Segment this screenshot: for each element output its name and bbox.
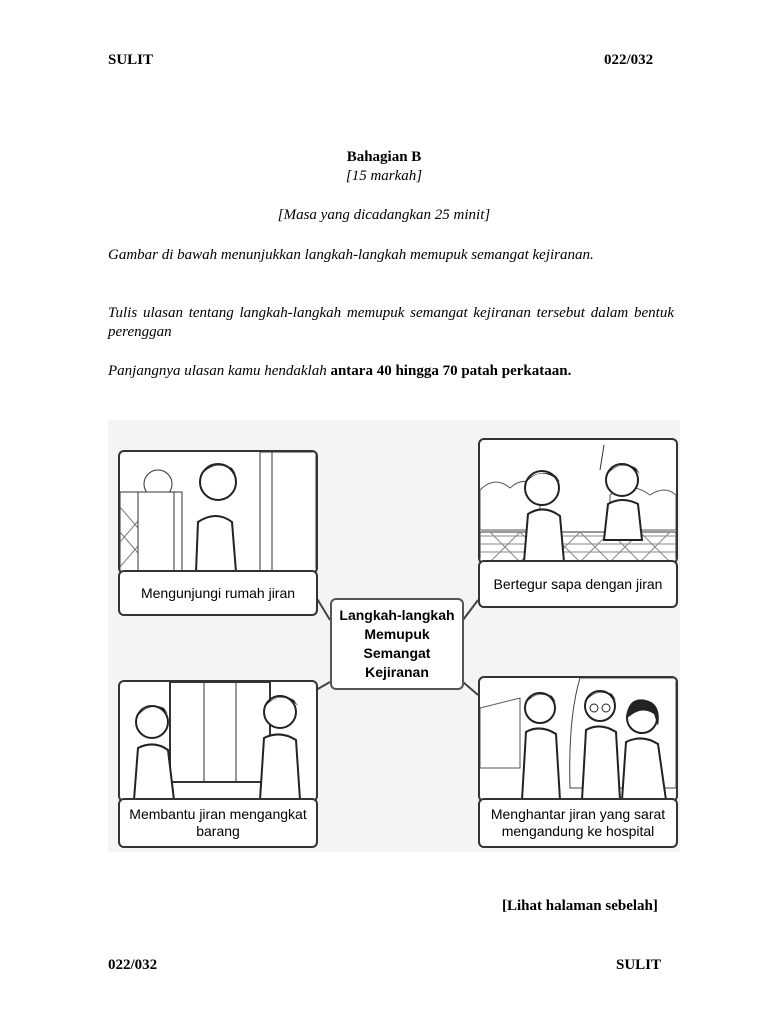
instruction-bold: antara 40 hingga 70 patah perkataan.	[330, 363, 572, 379]
hub-line-2: Memupuk	[364, 626, 430, 642]
instruction-plain: Panjangnya ulasan kamu hendaklah	[108, 363, 331, 379]
caption-bottom-left-line-2: barang	[196, 823, 240, 839]
header-right: 022/032	[604, 52, 654, 68]
greet-neighbour-illustration	[480, 440, 676, 562]
illustration-figure	[108, 420, 680, 852]
footer-right: SULIT	[616, 957, 662, 973]
hub-line-4: Kejiranan	[365, 664, 429, 680]
caption-bottom-left-line-1: Membantu jiran mengangkat	[129, 806, 307, 822]
caption-top-left: Mengunjungi rumah jiran	[118, 570, 318, 616]
instruction-paragraph-1: Gambar di bawah menunjukkan langkah-langkah memupuk semangat kejiranan.	[108, 247, 594, 263]
caption-top-right: Bertegur sapa dengan jiran	[478, 560, 678, 608]
section-marks: [15 markah]	[345, 168, 423, 184]
hospital-illustration	[480, 678, 676, 800]
caption-bottom-right-line-1: Menghantar jiran yang sarat	[490, 806, 666, 822]
panel-visit-house	[118, 450, 318, 574]
instruction-paragraph-2: Tulis ulasan tentang langkah-langkah memupuk semangat kejiranan tersebut dalam bentuk perenggan	[108, 305, 674, 340]
caption-bottom-left	[118, 798, 318, 848]
help-carry-illustration	[120, 682, 316, 800]
caption-bottom-right	[478, 798, 678, 848]
instruction-paragraph-3	[108, 362, 674, 381]
next-page-note: [Lihat halaman sebelah]	[502, 898, 658, 914]
header-left: SULIT	[108, 52, 154, 68]
footer-left: 022/032	[108, 957, 158, 973]
visit-house-illustration	[120, 452, 316, 572]
section-time: [Masa yang dicadangkan 25 minit]	[277, 207, 491, 223]
hub-line-3: Semangat	[363, 645, 431, 661]
panel-greet-neighbour	[478, 438, 678, 564]
central-topic-box	[330, 598, 464, 690]
panel-help-carry	[118, 680, 318, 802]
hub-line-1: Langkah-langkah	[339, 607, 455, 623]
panel-hospital	[478, 676, 678, 802]
section-title: Bahagian B	[346, 149, 422, 165]
caption-bottom-right-line-2: mengandung ke hospital	[501, 823, 655, 839]
